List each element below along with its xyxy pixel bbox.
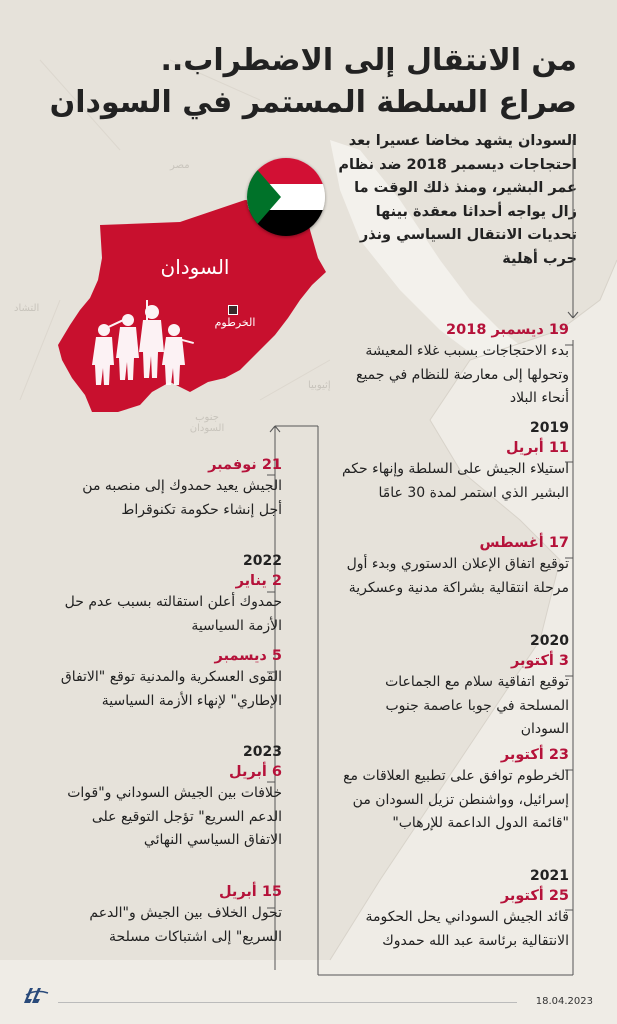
event-text: تحول الخلاف بين الجيش و"الدعم السريع" إلى اشتباكات مسلحة [89, 905, 282, 945]
event-date: 21 نوفمبر [208, 457, 282, 473]
sudan-flag-icon [247, 158, 325, 236]
event-date: 2 يناير [235, 573, 282, 589]
event-date: 23 أكتوبر [500, 747, 569, 763]
map-country-label: السودان [160, 255, 230, 279]
event-date: 6 أبريل [229, 764, 282, 780]
event-text: خلافات بين الجيش السوداني و"قوات الدعم السريع" تؤجل التوقيع على الاتفاق السياسي النهائي [67, 785, 282, 848]
aa-logo-icon [22, 985, 50, 1005]
event-text: استيلاء الجيش على السلطة وإنهاء حكم البشير الذي استمر لمدة 30 عامًا [341, 461, 569, 501]
event-text: حمدوك أعلن استقالته بسبب عدم حل الأزمة السياسية [64, 594, 282, 634]
event-year: 2020 [530, 633, 569, 649]
capital-marker [228, 305, 238, 315]
event-text: توقيع اتفاقية سلام مع الجماعات المسلحة في جوبا عاصمة جنوب السودان [385, 674, 569, 737]
event-text: الجيش يعيد حمدوك إلى منصبه من أجل إنشاء حكومة تكنوقراط [82, 478, 282, 518]
title-line-2: صراع السلطة المستمر في السودان [49, 85, 577, 120]
event-date: 15 أبريل [218, 884, 282, 900]
timeline-event [57, 551, 282, 638]
timeline-event [334, 866, 569, 953]
event-date: 3 أكتوبر [510, 653, 569, 669]
label-south-sudan: جنوب السودان [189, 412, 225, 434]
event-text: قائد الجيش السوداني يحل الحكومة الانتقالية برئاسة عبد الله حمدوك [365, 909, 569, 949]
footer-divider [58, 1002, 517, 1003]
event-date: 17 أغسطس [479, 535, 569, 551]
event-text: الخرطوم توافق على تطبيع العلاقات مع إسرائيل، وواشنطن تزيل السودان من "قائمة الدول الداعمة للإرهاب" [343, 768, 569, 831]
timeline-event [57, 742, 282, 853]
event-year: 2021 [530, 868, 569, 884]
event-text: توقيع اتفاق الإعلان الدستوري وبدء أول مرحلة انتقالية بشراكة مدنية وعسكرية [346, 556, 569, 596]
label-ethiopia: إثيوبيا [308, 380, 331, 391]
label-egypt: مصر [170, 160, 190, 171]
timeline-event [334, 745, 569, 836]
intro-text: السودان يشهد مخاضا عسيرا بعد احتجاجات ديسمبر 2018 ضد نظام عمر البشير، ومنذ ذلك الوقت ما زال يواجه أحداثا معقدة بينها تحديات الانتقال السياسي ونذر حرب أهلية [338, 133, 577, 267]
event-text: القوى العسكرية والمدنية توقع "الاتفاق الإطاري" لإنهاء الأزمة السياسية [60, 669, 282, 709]
event-year: 2019 [530, 420, 569, 436]
event-date: 25 أكتوبر [500, 888, 569, 904]
timeline-event [57, 882, 282, 949]
label-chad: التشاد [14, 303, 40, 314]
event-year: 2022 [243, 553, 282, 569]
timeline-event [334, 533, 569, 600]
timeline-event [334, 631, 569, 742]
title-line-1: من الانتقال إلى الاضطراب.. [160, 43, 577, 78]
map-capital-label: الخرطوم [214, 316, 256, 329]
event-date: 5 ديسمبر [214, 648, 282, 664]
event-year: 2023 [243, 744, 282, 760]
timeline-event [57, 646, 282, 713]
footer-date: 18.04.2023 [535, 996, 593, 1007]
timeline-event [334, 418, 569, 505]
event-date: 11 أبريل [505, 440, 569, 456]
timeline-event [334, 320, 569, 411]
event-date: 19 ديسمبر 2018 [446, 322, 569, 338]
timeline-event [57, 455, 282, 522]
event-text: بدء الاحتجاجات بسبب غلاء المعيشة وتحولها إلى معارضة للنظام في جميع أنحاء البلاد [356, 343, 569, 406]
